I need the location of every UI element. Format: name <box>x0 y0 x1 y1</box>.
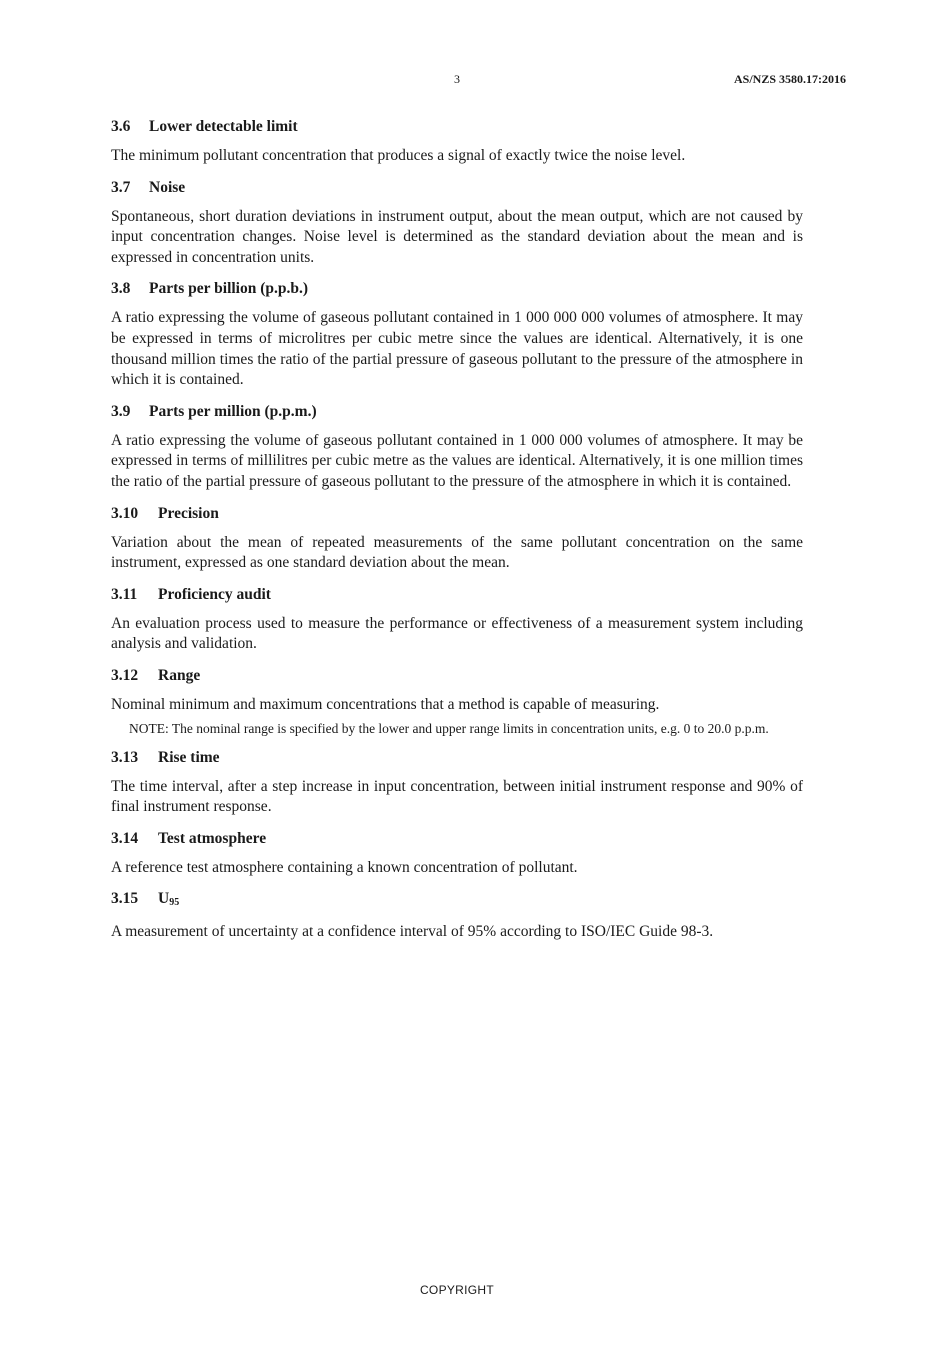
copyright-footer: COPYRIGHT <box>419 1283 495 1297</box>
clause-title: Parts per million (p.p.m.) <box>149 402 317 420</box>
clause-title: U <box>158 890 170 908</box>
clause-text: Nominal minimum and maximum concentrations that a method is capable of measuring. <box>111 695 660 713</box>
clause-number: 3.12 <box>111 666 139 684</box>
clause-title: Noise <box>149 178 186 196</box>
clause-3-13 <box>111 747 803 818</box>
clause-title: Test atmosphere <box>158 829 267 847</box>
clause-heading <box>111 665 803 686</box>
clause-text: A reference test atmosphere containing a known concentration of pollutant. <box>111 858 578 876</box>
clause-text: A ratio expressing the volume of gaseous pollutant contained in 1 000 000 000 volumes of atmosphere. It may be expressed in terms of microlitres per cubic metre since the values are identical. Alternatively, it is one thousand million times the ratio of the partial pressure of gaseous pollutant to the pressure of the atmosphere in which it is contained. <box>111 309 803 389</box>
clause-title: Proficiency audit <box>158 585 271 603</box>
clause-title: Precision <box>158 504 219 522</box>
clause-number: 3.9 <box>111 402 131 420</box>
clause-3-8 <box>111 278 803 390</box>
clause-3-14 <box>111 828 803 879</box>
clause-3-10 <box>111 503 803 574</box>
clause-number: 3.8 <box>111 280 131 298</box>
clause-number: 3.7 <box>111 178 131 196</box>
clause-title: Rise time <box>158 748 220 766</box>
clause-heading <box>111 747 803 768</box>
clause-heading <box>111 584 803 605</box>
clause-3-7 <box>111 177 803 269</box>
clause-title: Range <box>158 666 201 684</box>
clause-heading <box>111 116 803 137</box>
clause-heading <box>111 401 803 422</box>
clause-text: The minimum pollutant concentration that produces a signal of exactly twice the noise level. <box>111 147 686 164</box>
clause-text: Spontaneous, short duration deviations in instrument output, about the mean output, which are not caused by input concentration changes. Noise level is determined as the standard deviation about the mean and is expressed in concentration units. <box>111 207 803 266</box>
clause-heading <box>111 888 803 913</box>
clause-number: 3.10 <box>111 504 139 522</box>
clause-number: 3.14 <box>111 829 139 847</box>
standard-identifier: AS/NZS 3580.17:2016 <box>733 72 846 86</box>
clause-3-12 <box>111 665 803 738</box>
clause-heading <box>111 503 803 524</box>
clause-3-9 <box>111 401 803 493</box>
clause-3-15 <box>111 888 803 943</box>
clause-text: The time interval, after a step increase in input concentration, between initial instrument response and 90% of final instrument response. <box>111 777 803 816</box>
clause-heading <box>111 278 803 299</box>
clause-text: An evaluation process used to measure the performance or effectiveness of a measurement system including analysis and validation. <box>111 614 803 653</box>
page-number: 3 <box>454 72 460 86</box>
clause-text: Variation about the mean of repeated measurements of the same pollutant concentration on the same instrument, expressed as one standard deviation about the mean. <box>111 533 803 572</box>
clause-title: Parts per billion (p.p.b.) <box>149 280 309 298</box>
clause-title: Lower detectable limit <box>149 118 298 135</box>
document-body <box>111 116 803 953</box>
clause-text: A measurement of uncertainty at a confidence interval of 95% according to ISO/IEC Guide 98-3. <box>111 923 714 941</box>
clause-note: NOTE: The nominal range is specified by the lower and upper range limits in concentration units, e.g. 0 to 20.0 p.p.m. <box>129 720 769 736</box>
clause-text: A ratio expressing the volume of gaseous pollutant contained in 1 000 000 volumes of atmosphere. It may be expressed in terms of millilitres per cubic metre as the values are identical. Alternatively, it is one million times the ratio of the partial pressure of gaseous pollutant to the pressure of the atmosphere in which it is contained. <box>111 431 803 490</box>
clause-3-6 <box>111 116 803 167</box>
clause-number: 3.6 <box>111 118 131 135</box>
clause-heading <box>111 177 803 198</box>
clause-heading <box>111 828 803 849</box>
clause-number: 3.11 <box>111 585 138 603</box>
clause-3-11 <box>111 584 803 655</box>
clause-title-subscript: 95 <box>169 897 180 909</box>
clause-number: 3.15 <box>111 890 139 908</box>
clause-number: 3.13 <box>111 748 139 766</box>
